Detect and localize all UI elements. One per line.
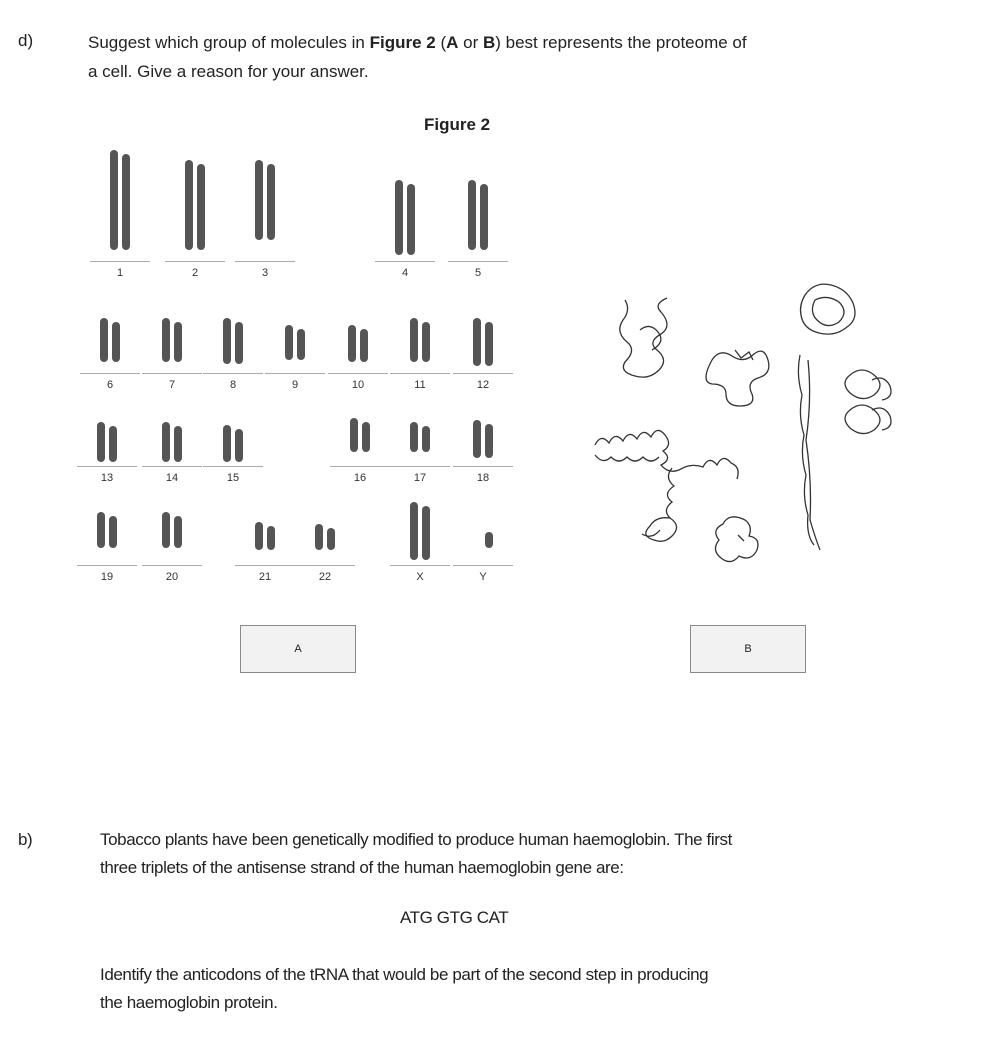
chromosome [162,318,170,362]
chromosome [410,318,418,362]
option-b-box [690,625,806,673]
question-text-line2: a cell. Give a reason for your answer. [88,62,369,81]
chromosome-underline [90,261,150,262]
chromosome [485,322,493,366]
chromosome [97,422,105,462]
chromosome-label: 18 [476,472,490,484]
protein-structure [620,298,667,377]
chromosome [122,154,130,250]
chromosome [112,322,120,362]
chromosome-underline [390,565,450,566]
chromosome-label: 16 [353,472,367,484]
protein-structure [715,517,758,562]
chromosome [285,325,293,360]
chromosome-underline [235,261,295,262]
protein-structure [595,430,738,541]
protein-group-b [595,284,891,561]
chromosome [223,425,231,462]
question-number-b: b) [18,830,33,849]
question-text: ) best represents the proteome of [495,33,747,52]
chromosome-label: 1 [116,267,124,279]
chromosome-underline [80,373,140,374]
chromosome [174,426,182,462]
chromosome-label: 15 [226,472,240,484]
chromosome-underline [448,261,508,262]
protein-structure [801,284,856,334]
chromosome [267,526,275,550]
chromosome [100,318,108,362]
chromosome-underline [203,373,263,374]
chromosome-underline [142,373,202,374]
protein-structure [798,355,820,550]
question-text: Suggest which group of molecules in [88,33,370,52]
chromosome [360,329,368,362]
chromosome [255,522,263,550]
chromosome-label: 2 [191,267,199,279]
chromosome-underline [142,466,202,467]
chromosome-label: 13 [100,472,114,484]
chromosome-underline [265,373,325,374]
chromosome [110,150,118,250]
question-b-line4: the haemoglobin protein. [100,993,278,1012]
chromosome [473,318,481,366]
chromosome-label: 20 [165,571,179,583]
chromosome-label: 3 [261,267,269,279]
question-text: ( [435,33,447,52]
chromosome-label: 12 [476,379,490,391]
chromosome-underline [390,466,450,467]
chromosome-underline [330,466,390,467]
chromosome-underline [142,565,202,566]
chromosome [410,422,418,452]
chromosome [297,329,305,360]
chromosome [109,426,117,462]
chromosome-label: 11 [414,379,426,391]
chromosome [327,528,335,550]
karyotype-group-a [97,150,493,560]
chromosome-label: 19 [100,571,114,583]
option-a-ref: A [446,33,459,52]
chromosome-underline [328,373,388,374]
figure-ref: Figure 2 [369,33,436,52]
protein-structure [706,350,769,406]
chromosome [473,420,481,458]
chromosome [350,418,358,452]
chromosome [185,160,193,250]
chromosome [480,184,488,250]
chromosome-label: 14 [165,472,179,484]
chromosome [255,160,263,240]
chromosome-label: 4 [401,267,409,279]
question-number-d: d) [18,31,34,50]
chromosome-underline [203,466,263,467]
question-b-line1: Tobacco plants have been genetically modified to produce human haemoglobin. The first [100,830,732,849]
chromosome [362,422,370,452]
chromosome-underline [77,565,137,566]
chromosome [468,180,476,250]
chromosome-label: 10 [351,379,365,391]
chromosome-underline [390,373,450,374]
chromosome-underline [165,261,225,262]
chromosome-label: 22 [318,571,332,583]
protein-structure [845,370,891,434]
dna-sequence: ATG GTG CAT [400,908,509,927]
chromosome [97,512,105,548]
chromosome-label: 21 [258,571,272,583]
chromosome [422,426,430,452]
chromosome [485,532,493,548]
chromosome [422,322,430,362]
chromosome [395,180,403,255]
chromosome [410,502,418,560]
question-text: or [458,33,483,52]
chromosome [235,429,243,462]
option-a-label: A [294,643,302,655]
chromosome-label: 9 [291,379,299,391]
chromosome-underline [295,565,355,566]
chromosome-label: Y [479,571,487,583]
chromosome [197,164,205,250]
chromosome-label: 7 [168,379,176,391]
chromosome [485,424,493,458]
option-b-ref: B [482,33,496,52]
chromosome-underline [453,565,513,566]
chromosome [174,322,182,362]
option-b-label: B [744,643,752,655]
chromosome-underline [453,466,513,467]
figure-title: Figure 2 [424,115,491,134]
chromosome-underline [235,565,295,566]
chromosome [348,325,356,362]
chromosome [407,184,415,255]
chromosome-underline [375,261,435,262]
chromosome [174,516,182,548]
chromosome [267,164,275,240]
question-b-line2: three triplets of the antisense strand of the human haemoglobin gene are: [100,858,624,877]
chromosome-label: 8 [229,379,237,391]
option-a-box [240,625,356,673]
chromosome-label: 5 [474,267,482,279]
chromosome [422,506,430,560]
chromosome-underline [453,373,513,374]
chromosome [235,322,243,364]
chromosome-underline [77,466,137,467]
question-b-line3: Identify the anticodons of the tRNA that would be part of the second step in producing [100,965,709,984]
chromosome-label: 17 [413,472,427,484]
chromosome-label: 6 [106,379,114,391]
chromosome [109,516,117,548]
chromosome [162,512,170,548]
chromosome [223,318,231,364]
chromosome-label: X [416,571,424,583]
chromosome [315,524,323,550]
chromosome [162,422,170,462]
